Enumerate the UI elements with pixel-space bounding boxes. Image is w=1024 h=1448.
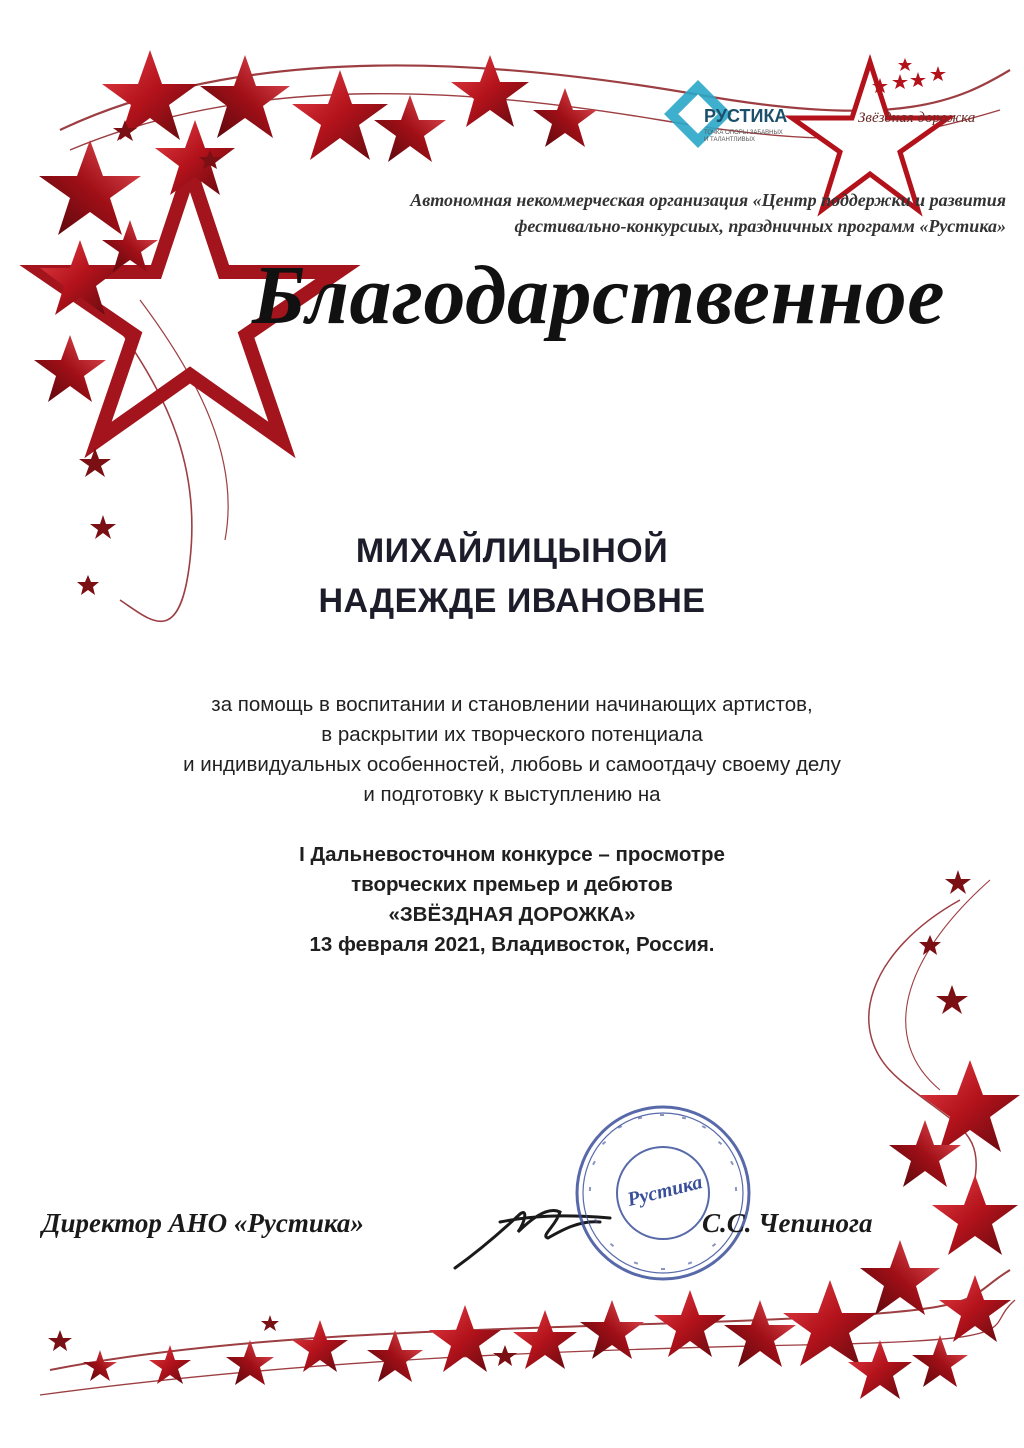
recipient-name — [0, 526, 1024, 626]
gratitude-line: и индивидуальных особенностей, любовь и самоотдачу своему делу — [183, 753, 841, 776]
decorative-star-28 — [860, 1240, 940, 1315]
decorative-star-27 — [932, 1175, 1018, 1255]
decorative-star-30 — [939, 1275, 1011, 1342]
rustika-logo — [664, 84, 788, 166]
decorative-star-31 — [724, 1300, 796, 1367]
gratitude-line: за помощь в воспитании и становлении начинающих артистов, — [211, 693, 813, 716]
organization-line-2: фестивально-конкурсиых, праздничных программ «Рустика» — [514, 216, 1006, 236]
recipient-line-2: НАДЕЖДЕ ИВАНОВНЕ — [318, 582, 706, 620]
decorative-star-20 — [930, 66, 946, 81]
decorative-star-21 — [898, 58, 912, 71]
decorative-star-12 — [79, 448, 111, 477]
event-line: «ЗВЁЗДНАЯ ДОРОЖКА» — [388, 903, 636, 926]
rustika-logo-subtitle: ТОЧКА ОПОРЫ ЗАБАВНЫХ И ТАЛАНТЛИВЫХ — [704, 130, 783, 143]
decorative-star-23 — [936, 985, 968, 1014]
decorative-star-18 — [892, 74, 908, 89]
organization-line-1: Автономная некоммерческая организация «Центр поддержки и развития — [410, 190, 1006, 210]
decorative-star-3 — [292, 70, 388, 160]
decorative-star-34 — [912, 1335, 968, 1387]
gratitude-text — [0, 690, 1024, 810]
decorative-star-45 — [261, 1315, 279, 1331]
recipient-line-1: МИХАЙЛИЦЫНОЙ — [355, 532, 669, 570]
decorative-star-36 — [513, 1310, 577, 1369]
event-date-location: 13 февраля 2021, Владивосток, Россия. — [309, 933, 715, 956]
decorative-star-19 — [910, 72, 926, 87]
decorative-star-43 — [48, 1330, 72, 1351]
organization-name — [286, 187, 1006, 239]
decorative-star-5 — [451, 55, 529, 127]
decorative-star-10 — [34, 335, 106, 402]
signatory-name: С.С. Чепинога — [702, 1208, 873, 1238]
decorative-star-33 — [848, 1340, 912, 1399]
decorative-star-11 — [102, 220, 158, 272]
decorative-star-44 — [493, 1345, 517, 1366]
star-road-logo-text: Звёздная дорожка — [858, 110, 976, 126]
decorative-star-40 — [226, 1340, 274, 1385]
decorative-star-7 — [39, 140, 141, 235]
event-line: I Дальневосточном конкурсе – просмотре — [299, 843, 725, 866]
gratitude-line: в раскрытии их творческого потенциала — [321, 723, 703, 746]
signatory-position: Директор АНО «Рустика» — [42, 1208, 364, 1238]
decorative-star-1 — [102, 50, 198, 140]
stamp-center-text: Рустика — [625, 1171, 705, 1211]
decorative-star-29 — [783, 1280, 877, 1366]
gratitude-line: и подготовку к выступлению на — [363, 783, 661, 806]
decorative-star-37 — [429, 1305, 501, 1372]
decorative-star-38 — [367, 1330, 423, 1382]
rustika-logo-word: РУСТИКА — [704, 106, 788, 126]
event-description — [0, 840, 1024, 960]
certificate-title: Благодарственное — [252, 249, 946, 342]
decorative-star-2 — [200, 55, 290, 138]
decorative-star-6 — [533, 88, 597, 147]
event-line: творческих премьер и дебютов — [351, 873, 673, 896]
decorative-star-42 — [83, 1350, 117, 1381]
